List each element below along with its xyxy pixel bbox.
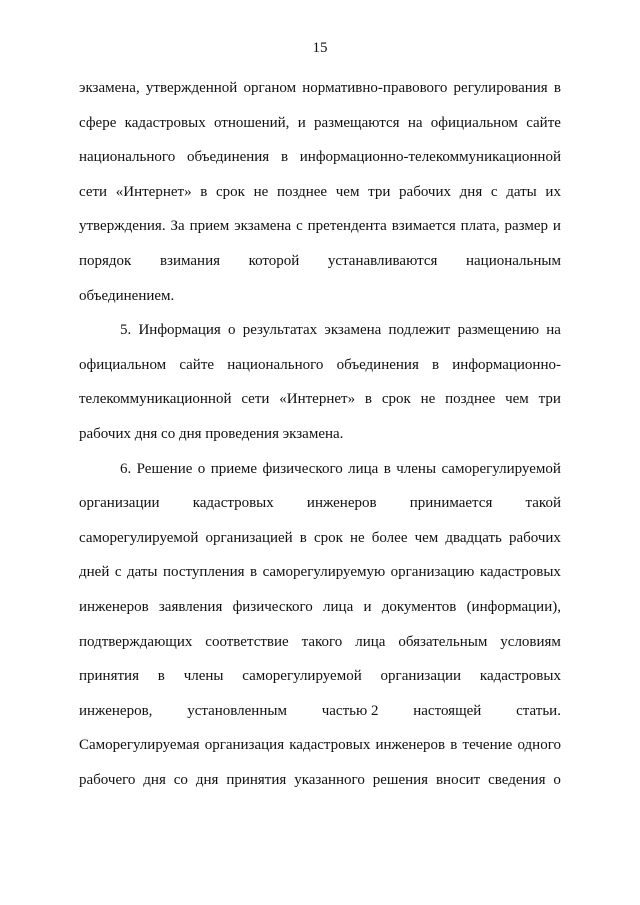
word: размещению — [457, 322, 540, 339]
word: объединением. — [79, 287, 175, 304]
text-line-8 — [79, 320, 561, 355]
word: отношений, — [214, 114, 290, 131]
word: саморегулируемой — [79, 529, 199, 546]
text-line-3 — [79, 147, 561, 182]
text-line-13 — [79, 493, 561, 528]
word: в — [299, 529, 307, 546]
word: взимания — [159, 252, 220, 269]
word: документов — [381, 598, 457, 615]
text-line-6 — [79, 251, 561, 286]
word: лица — [355, 633, 386, 650]
word: инженеров — [79, 598, 149, 615]
body-text — [79, 78, 561, 804]
word: взимается — [391, 218, 456, 235]
word: с — [114, 564, 122, 581]
word: в — [157, 668, 165, 685]
word: кадастровых — [479, 564, 561, 581]
word: кадастровых — [192, 495, 274, 512]
text-line-14 — [79, 528, 561, 563]
word: настоящей — [413, 702, 482, 719]
text-line-18 — [79, 666, 561, 701]
word: в — [364, 391, 372, 408]
word: решения — [372, 771, 429, 788]
word: нормативно-правового — [302, 80, 448, 96]
word: и — [297, 114, 306, 131]
word: в — [432, 356, 440, 373]
word: Информация — [138, 322, 221, 339]
word: указанного — [294, 771, 365, 788]
page-number: 15 — [312, 40, 328, 56]
word: чем — [335, 183, 360, 200]
word: со — [173, 771, 188, 788]
word: Решение — [136, 460, 193, 477]
word: подлежит — [388, 322, 451, 339]
word: результатах — [242, 322, 318, 339]
word: чем — [505, 391, 529, 408]
word: такого — [301, 633, 343, 650]
word: члены — [396, 460, 437, 477]
word: не — [253, 183, 269, 200]
word: на — [546, 322, 561, 339]
word: о — [197, 460, 206, 477]
word: обязательным — [398, 633, 488, 650]
word: принятия — [226, 771, 287, 788]
word: физического — [262, 460, 343, 477]
word: не — [420, 391, 436, 408]
text-line-15 — [79, 562, 561, 597]
word: рабочих — [399, 183, 452, 200]
word: более — [371, 529, 408, 546]
text-line-2 — [79, 113, 561, 148]
word: члены — [183, 668, 224, 685]
word: в — [553, 80, 561, 96]
word: экзамена — [234, 218, 292, 235]
word: организацией — [205, 529, 293, 546]
word: подтверждающих — [79, 633, 193, 650]
word: 5. — [120, 322, 132, 339]
word: инженеров, — [79, 702, 153, 719]
word: рабочего — [79, 771, 136, 788]
word: три — [368, 183, 391, 200]
text-line-10 — [79, 389, 561, 424]
word: прием — [189, 218, 230, 235]
word: двадцать — [445, 529, 502, 546]
word: статьи. — [516, 702, 561, 719]
word: (информации), — [466, 598, 561, 615]
word: национальным — [465, 252, 561, 269]
word: дня — [143, 771, 166, 788]
word: рабочих — [508, 529, 561, 546]
word: в — [280, 149, 289, 166]
word: позднее — [276, 183, 328, 200]
word: устанавливаются — [327, 252, 438, 269]
word: в — [383, 460, 391, 477]
word: срок — [313, 529, 343, 546]
word: объединения — [186, 149, 270, 166]
word: инженеров — [375, 737, 446, 754]
word: 6. — [120, 460, 132, 477]
word: сети — [241, 391, 270, 408]
text-line-17 — [79, 632, 561, 667]
word: организация — [204, 737, 285, 754]
word: порядок — [79, 252, 132, 269]
word: кадастровых — [289, 737, 371, 754]
word: кадастровых — [124, 114, 206, 131]
word: сведения — [488, 771, 546, 788]
word: организации — [79, 495, 160, 512]
text-line-9 — [79, 355, 561, 390]
word: одного — [517, 737, 561, 754]
text-line-1 — [79, 78, 561, 113]
word: три — [538, 391, 561, 408]
word: размер — [504, 218, 549, 235]
word: приеме — [210, 460, 258, 477]
word: чем — [414, 529, 439, 546]
word: саморегулируемую — [262, 564, 386, 581]
word: о — [553, 771, 561, 788]
word: инженеров — [306, 495, 377, 512]
word: саморегулируемой — [242, 668, 362, 685]
word: такой — [525, 495, 561, 512]
word: утверждения. — [79, 218, 166, 235]
word: условиям — [500, 633, 561, 650]
word: позднее — [445, 391, 496, 408]
word: дня — [459, 183, 483, 200]
word: органом — [243, 80, 297, 96]
word: организацию — [390, 564, 475, 581]
word: организации — [380, 668, 462, 685]
word: официальном — [79, 356, 167, 373]
word: Саморегулируемая — [79, 737, 200, 754]
word: с — [296, 218, 303, 235]
text-line-19 — [79, 701, 561, 736]
word: вносит — [435, 771, 481, 788]
word: сфере — [79, 114, 117, 131]
word: даты — [506, 183, 537, 200]
word: даты — [126, 564, 158, 581]
text-line-5 — [79, 216, 561, 251]
word: с — [490, 183, 498, 200]
word: не — [349, 529, 365, 546]
word: экзамена — [324, 322, 382, 339]
word: дня — [195, 771, 219, 788]
word: о — [228, 322, 236, 339]
word: плата, — [460, 218, 500, 235]
word: «Интернет» — [279, 391, 356, 408]
word: принятия — [79, 668, 139, 685]
word: регулирования — [453, 80, 548, 96]
word: телекоммуникационной — [79, 391, 232, 408]
text-line-12 — [79, 459, 561, 494]
text-line-16 — [79, 597, 561, 632]
text-line-4 — [79, 182, 561, 217]
word: соответствие — [205, 633, 289, 650]
word: сети — [79, 183, 108, 200]
word: и — [552, 218, 561, 235]
word: рабочих дня со дня проведения экзамена. — [79, 425, 344, 442]
text-line-7 — [79, 286, 561, 321]
word: установленным — [187, 702, 287, 719]
word: их — [545, 183, 561, 200]
word: утвержденной — [145, 80, 238, 96]
word: физического — [232, 598, 313, 615]
word: размещаются — [314, 114, 400, 131]
word: саморегулируемой — [441, 460, 561, 477]
word: и — [363, 598, 372, 615]
word: поступления — [162, 564, 245, 581]
word: в — [450, 737, 458, 754]
word: национального — [79, 149, 176, 166]
word: «Интернет» — [115, 183, 192, 200]
word: сайте — [179, 356, 215, 373]
text-line-20 — [79, 735, 561, 770]
word: информационно- — [452, 356, 561, 373]
word: экзамена, — [79, 80, 140, 96]
word: лица — [323, 598, 354, 615]
word: официальном — [430, 114, 518, 131]
word: претендента — [307, 218, 387, 235]
word: на — [407, 114, 423, 131]
word: частью 2 — [321, 702, 379, 719]
word: принимается — [409, 495, 493, 512]
word: дней — [79, 564, 110, 581]
word: сайте — [526, 114, 561, 131]
text-line-21 — [79, 770, 561, 805]
word: За — [170, 218, 185, 235]
word: объединения — [336, 356, 419, 373]
word: в — [200, 183, 208, 200]
word: течение — [462, 737, 513, 754]
word: заявления — [158, 598, 223, 615]
word: срок — [215, 183, 245, 200]
word: информационно-телекоммуникационной — [299, 149, 561, 166]
word: национального — [227, 356, 324, 373]
word: в — [250, 564, 258, 581]
text-line-11 — [79, 424, 561, 459]
word: лица — [348, 460, 379, 477]
word: срок — [381, 391, 411, 408]
word: кадастровых — [479, 668, 561, 685]
word: которой — [248, 252, 300, 269]
